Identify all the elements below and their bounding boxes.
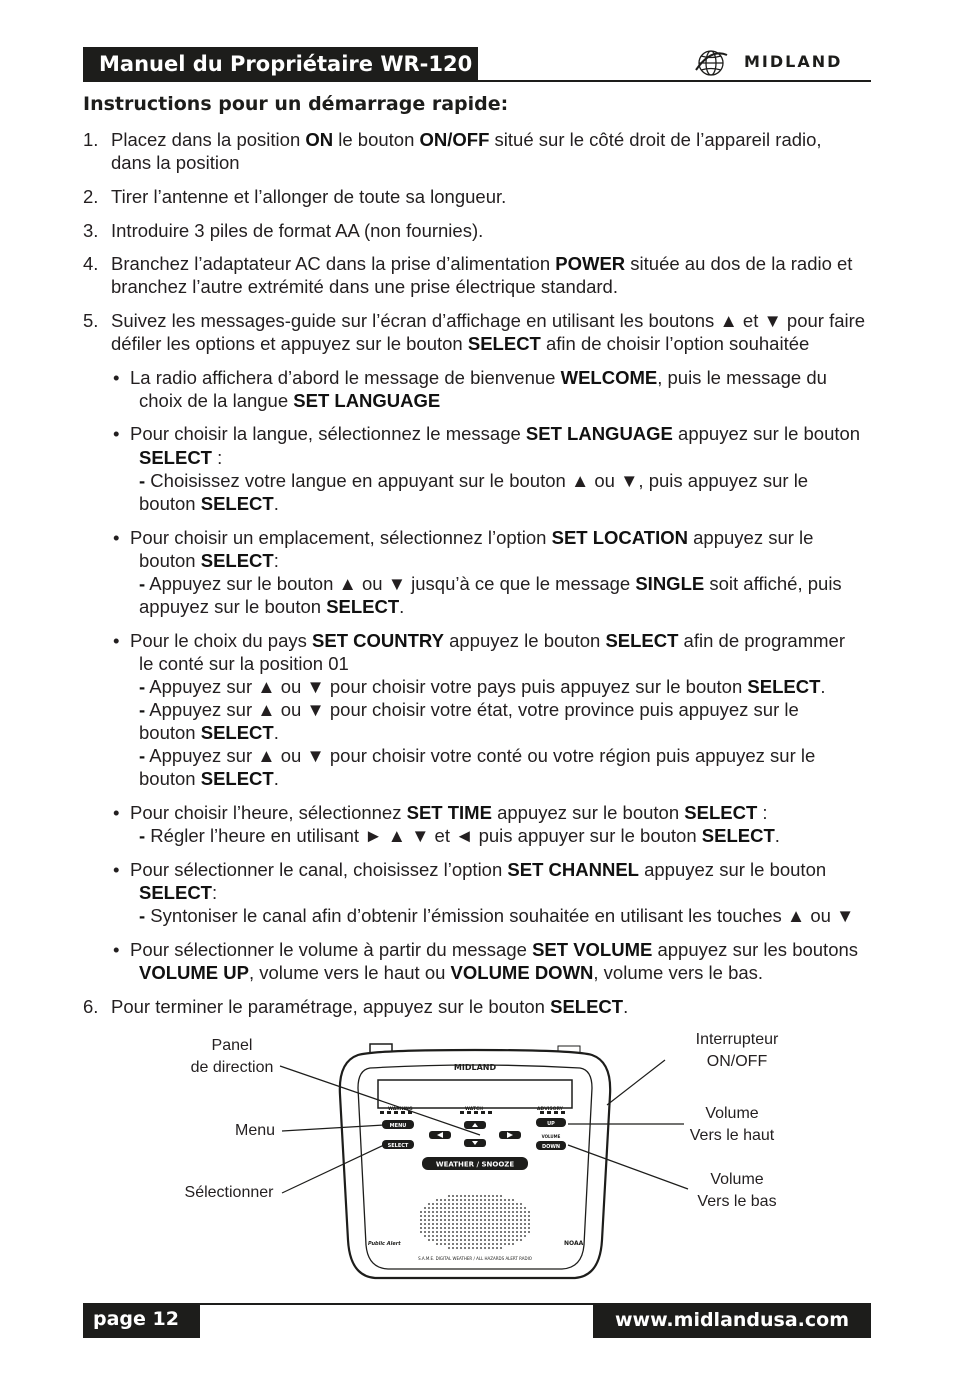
bullet-2-line-1: Pour choisir la langue, sélectionnez le message SET LANGUAGE appuyez sur le bouton <box>130 423 861 444</box>
step-number: 4. <box>83 253 99 274</box>
bullet-dot: • <box>113 423 120 444</box>
bullet-3-line-3: - Appuyez sur le bouton ▲ ou ▼ jusqu’à ce que le message SINGLE soit affiché, puis <box>139 573 842 594</box>
step-4-line-1: Branchez l’adaptateur AC dans la prise d’alimentation POWER située au dos de la radio et <box>111 253 853 274</box>
bullet-4-line-7: bouton SELECT. <box>139 768 279 789</box>
label-select: Sélectionner <box>184 1184 274 1201</box>
bullet-2-line-3: - Choisissez votre langue en appuyant sur le bouton ▲ ou ▼, puis appuyez sur le <box>139 470 809 491</box>
step-number: 2. <box>83 186 99 207</box>
bullet-4-line-3: - Appuyez sur ▲ ou ▼ pour choisir votre pays puis appuyez sur le bouton SELECT. <box>139 676 826 697</box>
bullet-1-line-2: choix de la langue SET LANGUAGE <box>139 390 441 411</box>
device-brand: MIDLAND <box>453 1063 497 1072</box>
bullet-4-line-2: le conté sur la position 01 <box>139 653 349 674</box>
device-select-button: SELECT <box>387 1143 409 1149</box>
step-4-line-2: branchez l’autre extrémité dans une prise électrique standard. <box>111 276 618 297</box>
label-line: Vers le haut <box>689 1127 775 1144</box>
device-menu-button: MENU <box>389 1123 407 1129</box>
page-header-title: Manuel du Propriétaire WR-120 <box>83 47 478 82</box>
step-2-line-1: Tirer l’antenne et l’allonger de toute sa longueur. <box>111 186 507 207</box>
step-number: 3. <box>83 220 99 241</box>
device-advisory-label: ADVISORY <box>537 1107 563 1112</box>
page-number: page 12 <box>83 1303 200 1338</box>
globe-icon <box>696 51 727 75</box>
bullet-dot: • <box>113 367 120 388</box>
device-footer-text: S.A.M.E. DIGITAL WEATHER / ALL HAZARDS ALERT RADIO <box>418 1256 532 1261</box>
bullet-6-line-3: - Syntoniser le canal afin d’obtenir l’émission souhaitée en utilisant les touches ▲ ou ▼ <box>139 905 855 926</box>
bullet-2-line-2: SELECT : <box>139 447 223 468</box>
label-line: Vers le bas <box>697 1193 777 1210</box>
bullet-5-line-2: - Régler l’heure en utilisant ► ▲ ▼ et ◄ puis appuyer sur le bouton SELECT. <box>139 825 780 846</box>
label-line: Volume <box>710 1171 764 1188</box>
midland-wordmark: MIDLAND <box>744 52 843 71</box>
step-1-line-2: dans la position <box>111 152 240 173</box>
device-weather-snooze-bar: WEATHER / SNOOZE <box>435 1160 515 1169</box>
step-3-line-1: Introduire 3 piles de format AA (non fournies). <box>111 220 484 241</box>
header-rule <box>478 80 871 82</box>
bullet-4-line-6: - Appuyez sur ▲ ou ▼ pour choisir votre conté ou votre région puis appuyez sur le <box>139 745 816 766</box>
bullet-4-line-5: bouton SELECT. <box>139 722 279 743</box>
leader-lines <box>0 1020 954 1220</box>
bullet-dot: • <box>113 859 120 880</box>
step-6-line-1: Pour terminer le paramétrage, appuyez sur le bouton SELECT. <box>111 996 629 1017</box>
step-number: 5. <box>83 310 99 331</box>
bullet-3-line-1: Pour choisir un emplacement, sélectionnez l’option SET LOCATION appuyez sur le <box>130 527 814 548</box>
bullet-dot: • <box>113 802 120 823</box>
bullet-4-line-1: Pour le choix du pays SET COUNTRY appuyez le bouton SELECT afin de programmer <box>130 630 845 651</box>
step-number: 6. <box>83 996 99 1017</box>
bullet-dot: • <box>113 630 120 651</box>
step-5-line-2: défiler les options et appuyez sur le bouton SELECT afin de choisir l’option souhaitée <box>111 333 810 354</box>
device-volume-label: VOLUME <box>541 1134 561 1139</box>
bullet-3-line-2: bouton SELECT: <box>139 550 279 571</box>
bullet-4-line-4: - Appuyez sur ▲ ou ▼ pour choisir votre état, votre province puis appuyez sur le <box>139 699 799 720</box>
label-line: ON/OFF <box>706 1053 768 1070</box>
label-line: Volume <box>705 1105 759 1122</box>
bullet-6-line-1: Pour sélectionner le canal, choisissez l’option SET CHANNEL appuyez sur le bouton <box>130 859 827 880</box>
bullet-1-line-1: La radio affichera d’abord le message de bienvenue WELCOME, puis le message du <box>130 367 827 388</box>
device-down-button: DOWN <box>541 1144 561 1150</box>
label-line: Interrupteur <box>695 1031 779 1048</box>
label-menu: Menu <box>234 1122 276 1139</box>
device-watch-label: WATCH <box>465 1107 484 1112</box>
device-public-alert: Public Alert <box>368 1241 401 1247</box>
device-up-button: UP <box>547 1121 555 1127</box>
bullet-dot: • <box>113 527 120 548</box>
bullet-7-line-1: Pour sélectionner le volume à partir du message SET VOLUME appuyez sur les boutons <box>130 939 859 960</box>
step-5-line-1: Suivez les messages-guide sur l’écran d’affichage en utilisant les boutons ▲ et ▼ pour faire <box>111 310 866 331</box>
bullet-7-line-2: VOLUME UP, volume vers le haut ou VOLUME DOWN, volume vers le bas. <box>139 962 764 983</box>
device-noaa: NOAA <box>564 1240 584 1247</box>
website-url[interactable]: www.midlandusa.com <box>593 1303 871 1338</box>
bullet-2-line-4: bouton SELECT. <box>139 493 279 514</box>
device-warning-label: WARNING <box>388 1107 413 1112</box>
bullet-5-line-1: Pour choisir l’heure, sélectionnez SET TIME appuyez sur le bouton SELECT : <box>130 802 768 823</box>
label-line: de direction <box>190 1059 274 1076</box>
step-number: 1. <box>83 129 99 150</box>
bullet-dot: • <box>113 939 120 960</box>
label-line: Panel <box>211 1037 253 1054</box>
bullet-3-line-4: appuyez sur le bouton SELECT. <box>139 596 405 617</box>
footer-rule <box>200 1303 593 1305</box>
bullet-6-line-2: SELECT: <box>139 882 218 903</box>
step-1-line-1: Placez dans la position ON le bouton ON/OFF situé sur le côté droit de l’appareil radio, <box>111 129 822 150</box>
section-title: Instructions pour un démarrage rapide: <box>83 93 509 115</box>
